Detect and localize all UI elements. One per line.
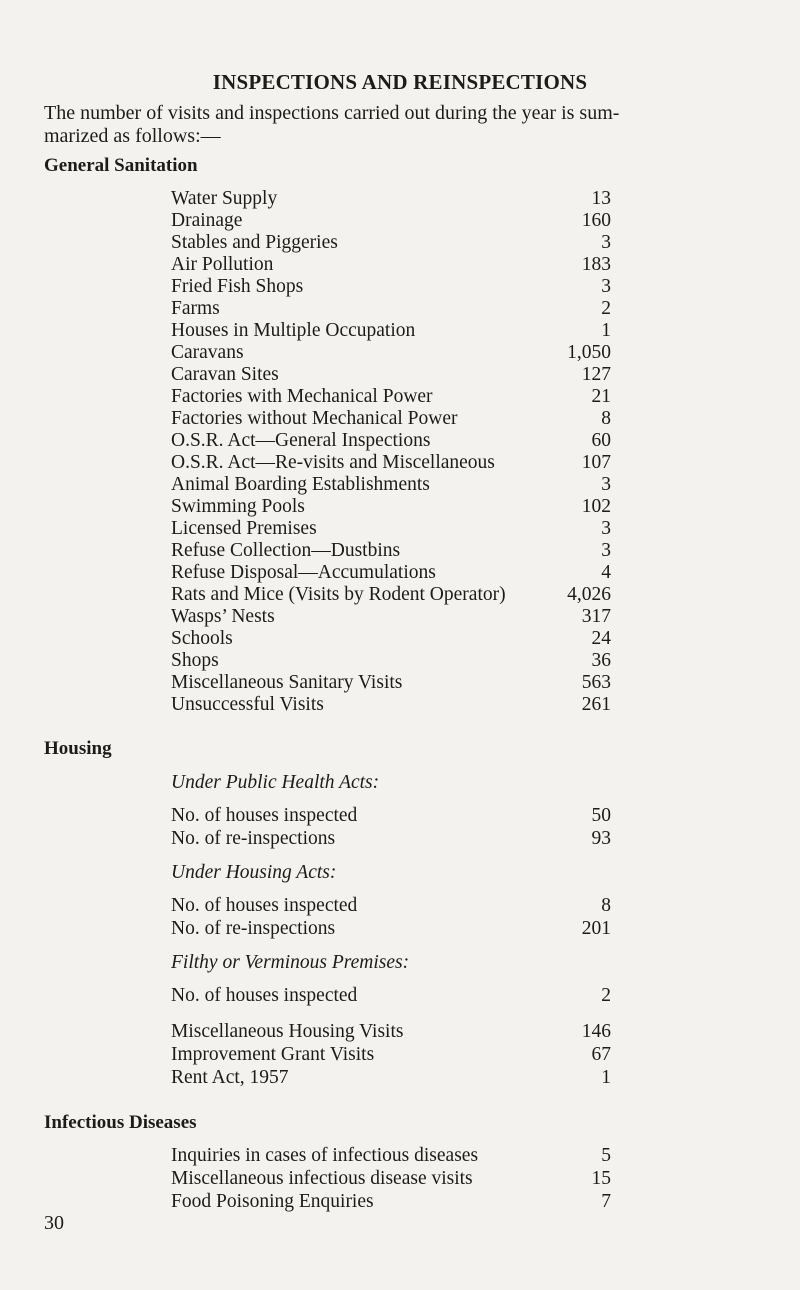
row-value: 13: [591, 188, 611, 209]
table-row: [171, 474, 611, 496]
row-label: Fried Fish Shops: [171, 276, 304, 297]
intro-line-1: The number of visits and inspections carried out during the year is sum-: [44, 102, 620, 124]
row-label: Improvement Grant Visits: [171, 1044, 375, 1065]
table-row: [171, 895, 611, 917]
table-row: [171, 540, 611, 562]
row-value: 2: [601, 985, 611, 1006]
table-row: [171, 408, 611, 430]
row-label: Wasps’ Nests: [171, 606, 275, 627]
intro-line-2: marized as follows:—: [44, 125, 221, 147]
row-label: No. of re-inspections: [171, 918, 336, 939]
section-heading-infectious-diseases: Infectious Diseases: [44, 1112, 197, 1133]
table-row: [171, 210, 611, 232]
table-row: [171, 1191, 611, 1213]
table-row: [171, 985, 611, 1007]
row-value: 50: [591, 805, 611, 826]
table-row: [171, 672, 611, 694]
row-value: 21: [591, 386, 611, 407]
row-label: Refuse Disposal—Accumulations: [171, 562, 436, 583]
table-row: [171, 918, 611, 940]
row-value: 317: [581, 606, 611, 627]
table-row: [171, 694, 611, 716]
row-label: Factories without Mechanical Power: [171, 408, 458, 429]
intro-paragraph: [44, 102, 764, 148]
row-value: 15: [591, 1168, 611, 1189]
row-value: 4,026: [567, 584, 611, 605]
row-label: Miscellaneous Housing Visits: [171, 1021, 404, 1042]
row-value: 24: [591, 628, 611, 649]
table-row: [171, 628, 611, 650]
table-row: [171, 650, 611, 672]
row-label: Houses in Multiple Occupation: [171, 320, 416, 341]
page-title: INSPECTIONS AND REINSPECTIONS: [212, 70, 588, 94]
table-row: [171, 805, 611, 827]
subheading-filthy-premises: Filthy or Verminous Premises:: [171, 952, 410, 973]
row-label: Factories with Mechanical Power: [171, 386, 433, 407]
row-value: 60: [591, 430, 611, 451]
row-label: Water Supply: [171, 188, 278, 209]
row-label: Caravans: [171, 342, 244, 363]
row-value: 36: [591, 650, 611, 671]
table-row: [171, 430, 611, 452]
row-label: Food Poisoning Enquiries: [171, 1191, 374, 1212]
row-value: 7: [601, 1191, 611, 1212]
row-value: 201: [581, 918, 611, 939]
row-value: 1: [601, 1067, 611, 1088]
table-row: [171, 364, 611, 386]
row-label: Miscellaneous Sanitary Visits: [171, 672, 403, 693]
row-label: Inquiries in cases of infectious diseases: [171, 1145, 479, 1166]
row-value: 4: [601, 562, 611, 583]
row-label: Swimming Pools: [171, 496, 305, 517]
row-label: Caravan Sites: [171, 364, 279, 385]
row-label: Stables and Piggeries: [171, 232, 338, 253]
row-value: 107: [581, 452, 611, 473]
row-value: 160: [581, 210, 611, 231]
row-label: O.S.R. Act—General Inspections: [171, 430, 431, 451]
table-row: [171, 276, 611, 298]
row-value: 261: [581, 694, 611, 715]
row-value: 127: [581, 364, 611, 385]
row-label: Schools: [171, 628, 233, 649]
row-label: Miscellaneous infectious disease visits: [171, 1168, 473, 1189]
table-row: [171, 1067, 611, 1089]
row-value: 3: [601, 276, 611, 297]
table-row: [171, 584, 611, 606]
subheading-public-health-acts: Under Public Health Acts:: [171, 772, 380, 793]
table-row: [171, 232, 611, 254]
section-heading-housing: Housing: [44, 738, 112, 759]
table-row: [171, 1145, 611, 1167]
table-row: [171, 188, 611, 210]
table-row: [171, 1168, 611, 1190]
table-row: [171, 452, 611, 474]
row-value: 8: [601, 895, 611, 916]
page-number: 30: [44, 1212, 64, 1234]
row-label: No. of re-inspections: [171, 828, 336, 849]
row-label: Unsuccessful Visits: [171, 694, 324, 715]
table-row: [171, 606, 611, 628]
row-label: Farms: [171, 298, 220, 319]
row-value: 1,050: [567, 342, 611, 363]
table-row: [171, 1021, 611, 1043]
table-row: [171, 320, 611, 342]
table-row: [171, 1044, 611, 1066]
row-value: 563: [581, 672, 611, 693]
table-row: [171, 562, 611, 584]
row-label: Rent Act, 1957: [171, 1067, 289, 1088]
table-row: [171, 342, 611, 364]
row-label: Drainage: [171, 210, 243, 231]
row-value: 3: [601, 518, 611, 539]
table-row: [171, 254, 611, 276]
row-label: No. of houses inspected: [171, 805, 358, 826]
row-label: O.S.R. Act—Re-visits and Miscellaneous: [171, 452, 495, 473]
row-value: 146: [581, 1021, 611, 1042]
table-row: [171, 386, 611, 408]
table-row: [171, 828, 611, 850]
row-value: 93: [591, 828, 611, 849]
row-value: 1: [601, 320, 611, 341]
row-label: Air Pollution: [171, 254, 274, 275]
row-value: 2: [601, 298, 611, 319]
row-label: Rats and Mice (Visits by Rodent Operator): [171, 584, 506, 605]
row-value: 3: [601, 540, 611, 561]
table-row: [171, 298, 611, 320]
row-value: 8: [601, 408, 611, 429]
row-label: Refuse Collection—Dustbins: [171, 540, 401, 561]
section-heading-general-sanitation: General Sanitation: [44, 155, 198, 176]
table-row: [171, 518, 611, 540]
row-value: 183: [581, 254, 611, 275]
row-label: Animal Boarding Establishments: [171, 474, 430, 495]
row-value: 5: [601, 1145, 611, 1166]
row-label: Licensed Premises: [171, 518, 317, 539]
table-row: [171, 496, 611, 518]
row-value: 102: [581, 496, 611, 517]
row-value: 3: [601, 474, 611, 495]
row-value: 3: [601, 232, 611, 253]
row-value: 67: [591, 1044, 611, 1065]
row-label: Shops: [171, 650, 219, 671]
row-label: No. of houses inspected: [171, 895, 358, 916]
subheading-housing-acts: Under Housing Acts:: [171, 862, 337, 883]
row-label: No. of houses inspected: [171, 985, 358, 1006]
